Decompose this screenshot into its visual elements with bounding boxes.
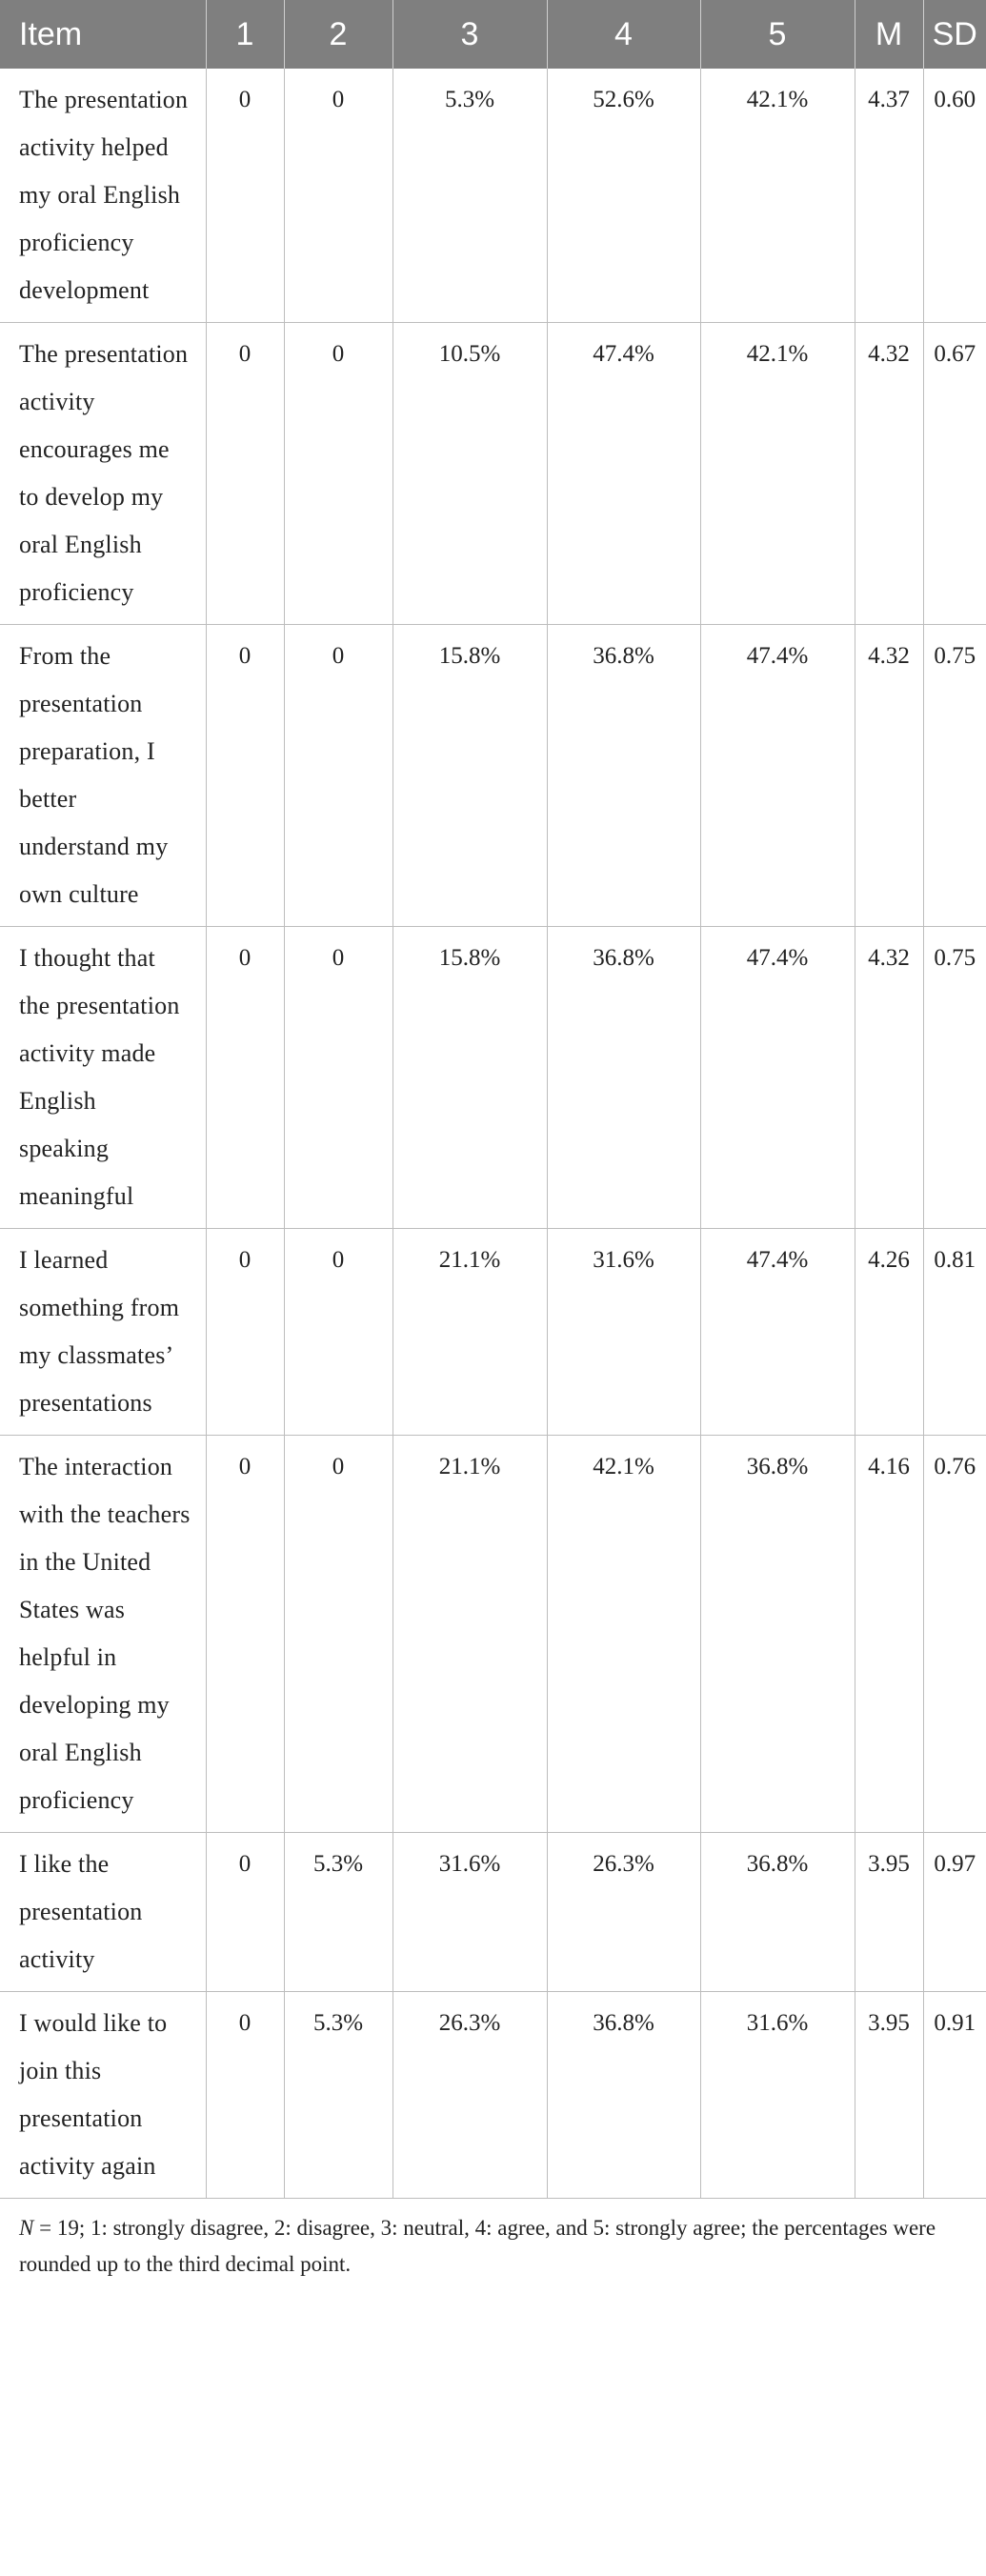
cell-4: 36.8%	[547, 927, 700, 1229]
cell-1: 0	[206, 1229, 284, 1436]
cell-5: 36.8%	[700, 1833, 855, 1992]
cell-4: 31.6%	[547, 1229, 700, 1436]
table-footnote	[0, 2199, 986, 2283]
cell-sd: 0.60	[923, 69, 986, 323]
item-text: I like the presentation activity	[0, 1833, 206, 1992]
item-text: The presentation activity helped my oral English proficiency development	[0, 69, 206, 323]
item-text: I would like to join this presentation activity again	[0, 1992, 206, 2199]
cell-m: 4.32	[855, 323, 923, 625]
footnote-n-label: N	[19, 2216, 34, 2240]
item-text: The interaction with the teachers in the United States was helpful in developing my oral English proficiency	[0, 1436, 206, 1833]
header-5: 5	[700, 0, 855, 69]
cell-2: 0	[284, 927, 392, 1229]
cell-4: 47.4%	[547, 323, 700, 625]
cell-1: 0	[206, 1436, 284, 1833]
header-item: Item	[0, 0, 206, 69]
item-text: I thought that the presentation activity made English speaking meaningful	[0, 927, 206, 1229]
header-4: 4	[547, 0, 700, 69]
table-row	[0, 927, 986, 1229]
cell-m: 4.16	[855, 1436, 923, 1833]
cell-3: 21.1%	[392, 1436, 547, 1833]
cell-3: 10.5%	[392, 323, 547, 625]
cell-sd: 0.97	[923, 1833, 986, 1992]
cell-sd: 0.91	[923, 1992, 986, 2199]
cell-m: 3.95	[855, 1992, 923, 2199]
item-text: From the presentation preparation, I better understand my own culture	[0, 625, 206, 927]
cell-m: 4.26	[855, 1229, 923, 1436]
table-row	[0, 323, 986, 625]
cell-1: 0	[206, 927, 284, 1229]
cell-4: 42.1%	[547, 1436, 700, 1833]
cell-2: 0	[284, 1436, 392, 1833]
header-2: 2	[284, 0, 392, 69]
cell-4: 36.8%	[547, 1992, 700, 2199]
cell-sd: 0.67	[923, 323, 986, 625]
cell-5: 42.1%	[700, 323, 855, 625]
footnote-text: = 19; 1: strongly disagree, 2: disagree, 3: neutral, 4: agree, and 5: strongly agree; the percentages were rounded up to the third decimal point.	[19, 2216, 936, 2276]
cell-5: 42.1%	[700, 69, 855, 323]
cell-1: 0	[206, 69, 284, 323]
table-row	[0, 1229, 986, 1436]
cell-3: 21.1%	[392, 1229, 547, 1436]
cell-5: 31.6%	[700, 1992, 855, 2199]
cell-5: 36.8%	[700, 1436, 855, 1833]
cell-m: 4.32	[855, 625, 923, 927]
cell-3: 5.3%	[392, 69, 547, 323]
cell-1: 0	[206, 625, 284, 927]
table-row	[0, 625, 986, 927]
cell-3: 15.8%	[392, 927, 547, 1229]
cell-m: 4.32	[855, 927, 923, 1229]
cell-m: 4.37	[855, 69, 923, 323]
table-row	[0, 69, 986, 323]
table-row	[0, 1436, 986, 1833]
cell-1: 0	[206, 1992, 284, 2199]
cell-2: 0	[284, 625, 392, 927]
cell-m: 3.95	[855, 1833, 923, 1992]
cell-3: 15.8%	[392, 625, 547, 927]
cell-2: 0	[284, 323, 392, 625]
cell-sd: 0.75	[923, 927, 986, 1229]
cell-4: 36.8%	[547, 625, 700, 927]
item-text: The presentation activity encourages me to develop my oral English proficiency	[0, 323, 206, 625]
cell-2: 0	[284, 69, 392, 323]
cell-sd: 0.75	[923, 625, 986, 927]
header-3: 3	[392, 0, 547, 69]
cell-4: 26.3%	[547, 1833, 700, 1992]
cell-4: 52.6%	[547, 69, 700, 323]
cell-2: 5.3%	[284, 1992, 392, 2199]
cell-3: 26.3%	[392, 1992, 547, 2199]
cell-sd: 0.76	[923, 1436, 986, 1833]
header-sd: SD	[923, 0, 986, 69]
cell-5: 47.4%	[700, 1229, 855, 1436]
item-text: I learned something from my classmates’ presentations	[0, 1229, 206, 1436]
cell-5: 47.4%	[700, 927, 855, 1229]
cell-1: 0	[206, 323, 284, 625]
cell-sd: 0.81	[923, 1229, 986, 1436]
cell-5: 47.4%	[700, 625, 855, 927]
cell-3: 31.6%	[392, 1833, 547, 1992]
table-row	[0, 1833, 986, 1992]
header-m: M	[855, 0, 923, 69]
table-header-row	[0, 0, 986, 69]
cell-2: 5.3%	[284, 1833, 392, 1992]
header-1: 1	[206, 0, 284, 69]
cell-2: 0	[284, 1229, 392, 1436]
cell-1: 0	[206, 1833, 284, 1992]
table-row	[0, 1992, 986, 2199]
